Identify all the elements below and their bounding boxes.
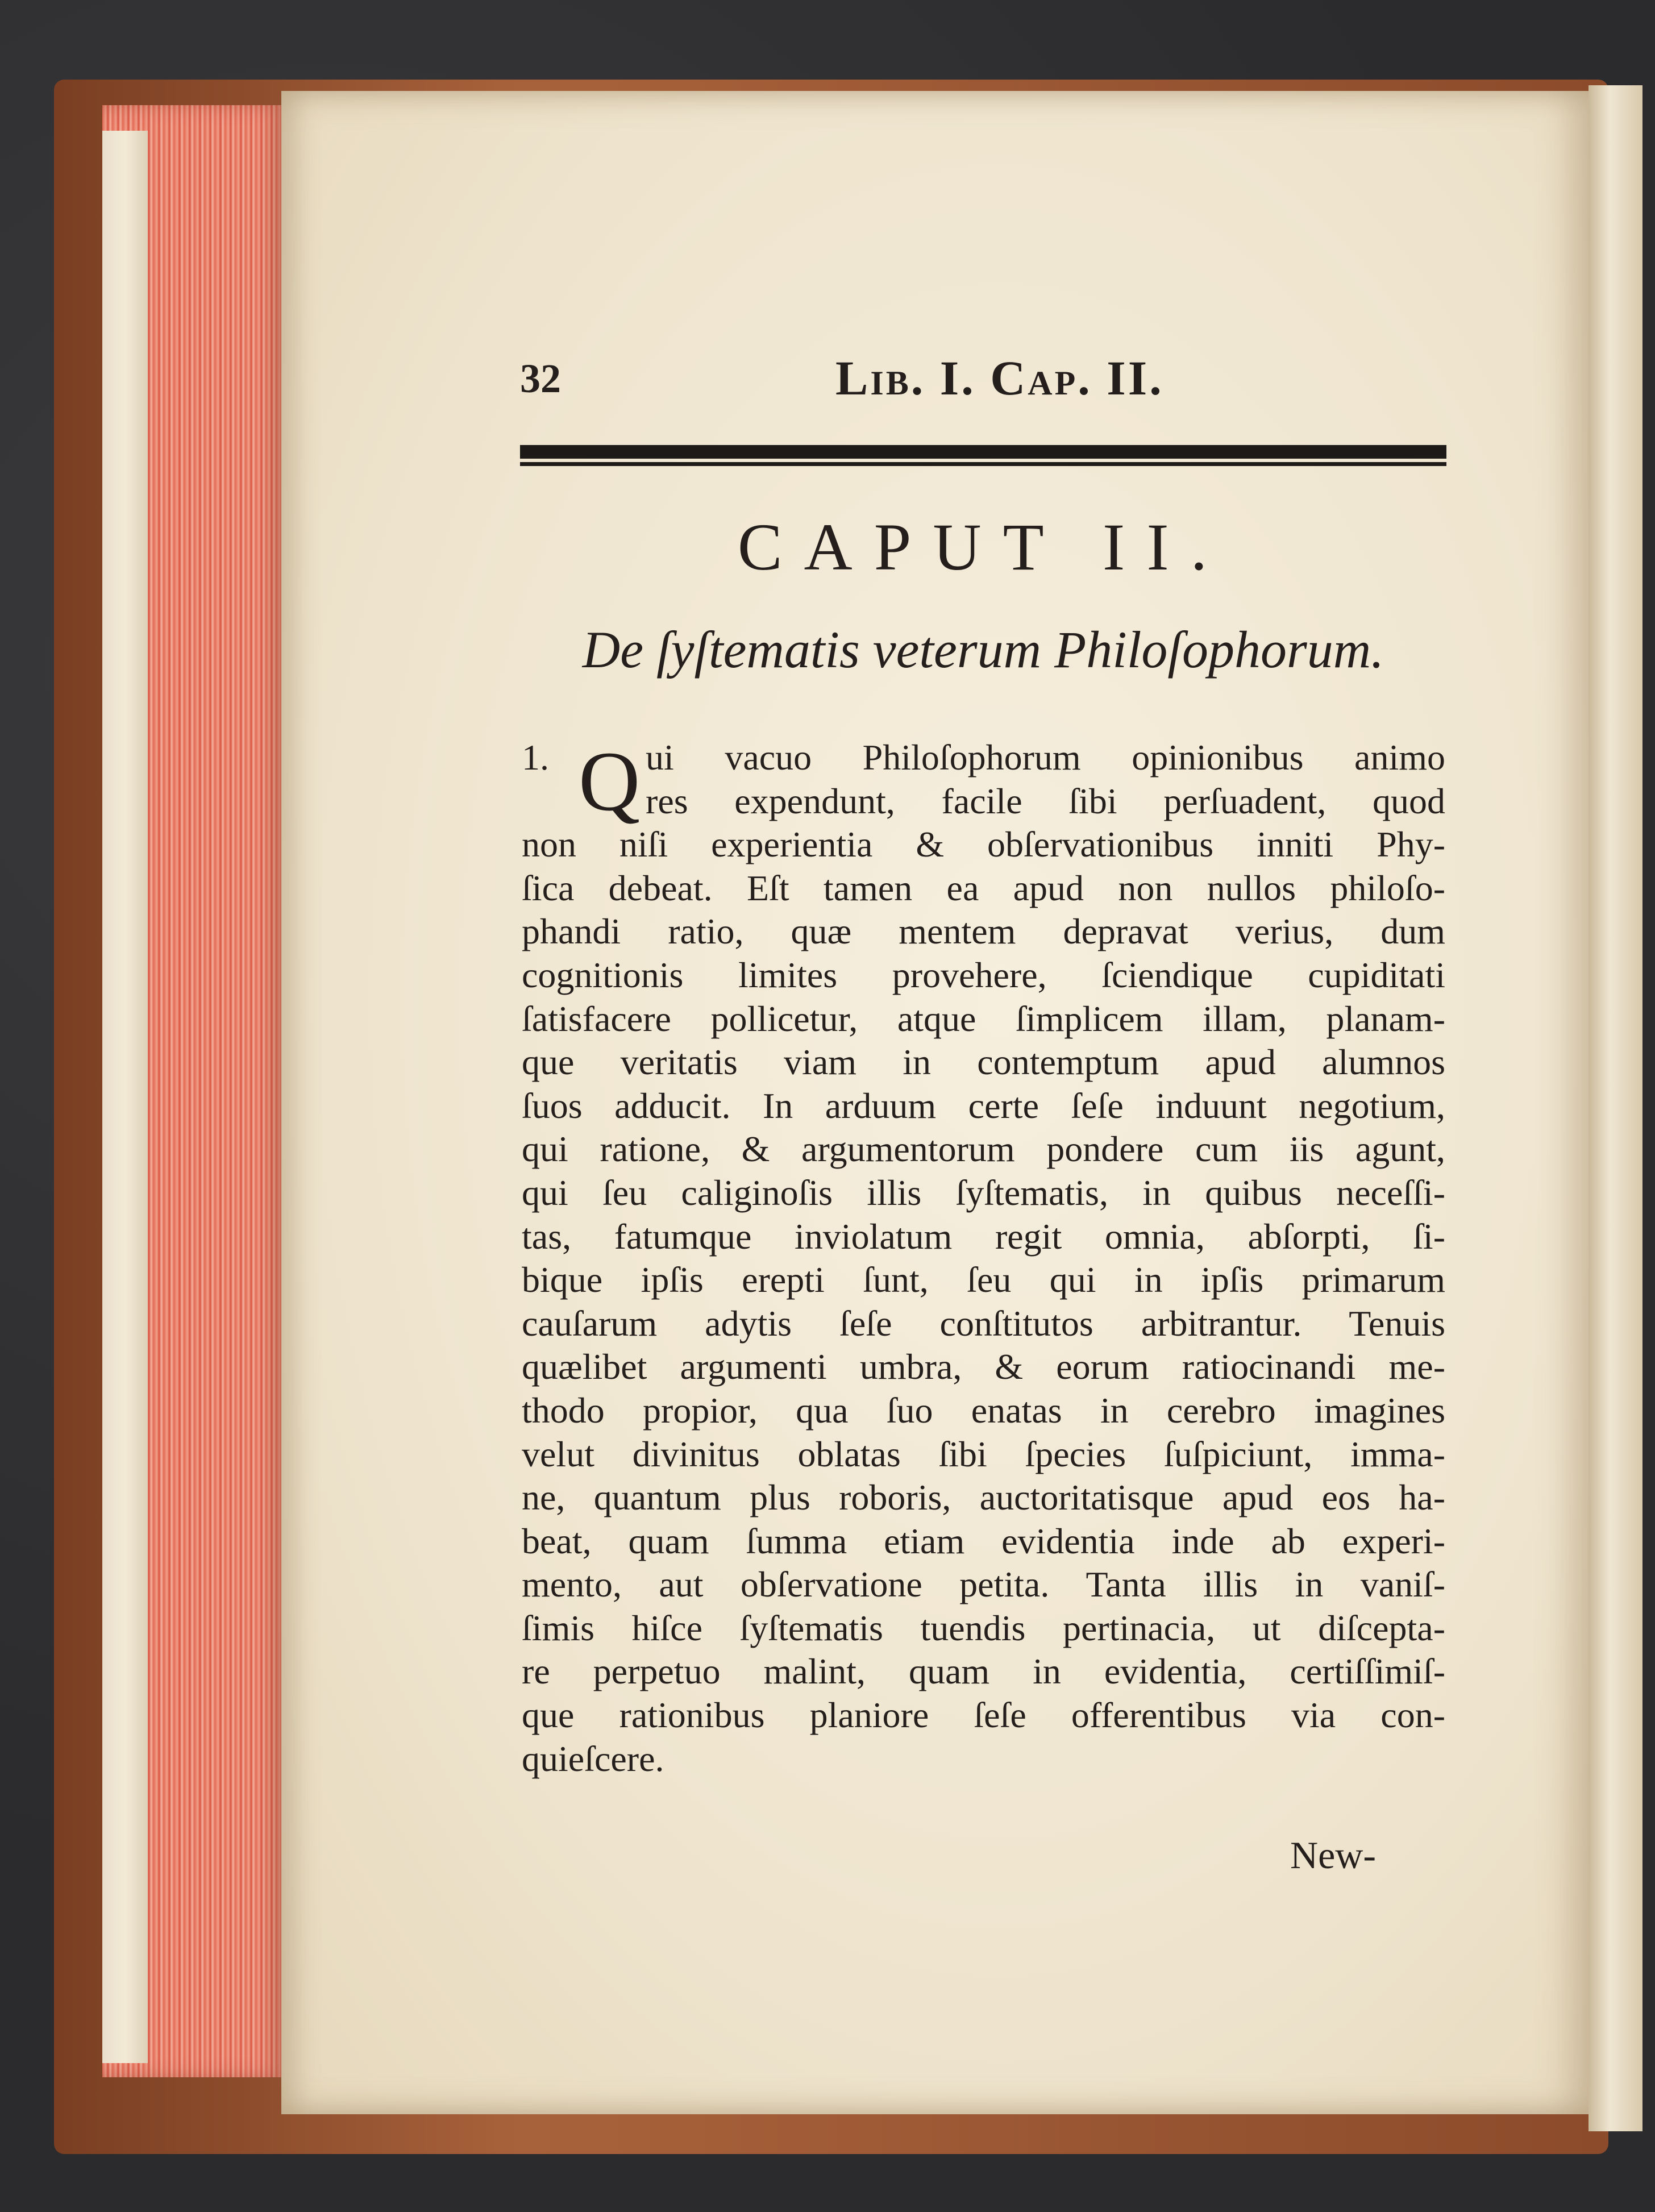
text-line: qui ratione, & argumentorum pondere cum iis agunt, [522,1129,1445,1170]
text-line: thodo propior, qua ſuo enatas in cerebro imagines [522,1390,1445,1431]
chapter-title: CAPUT II. [737,510,1229,584]
text-line: qui ſeu caliginoſis illis ſyſtematis, in quibus neceſſi- [522,1172,1445,1213]
section-number: 1. [522,737,549,777]
text-line: cauſarum adytis ſeſe conſtitutos arbitrantur. Tenuis [522,1303,1445,1344]
running-head: Lib. I. Cap. II. [835,351,1164,405]
text-line: bique ipſis erepti ſunt, ſeu qui in ipſis primarum [522,1259,1445,1300]
text-line: ſatisfacere pollicetur, atque ſimplicem illam, planam- [522,998,1445,1039]
text-line: mento, aut obſervatione petita. Tanta illis in vaniſ- [522,1564,1445,1605]
text-line: ne, quantum plus roboris, auctoritatisque apud eos ha- [522,1477,1445,1518]
rule-thin [520,462,1446,466]
text-line: ſica debeat. Eſt tamen ea apud non nullos philoſo- [522,867,1445,908]
header-rule [520,445,1446,468]
text-line: res expendunt, facile ſibi perſuadent, quod [646,780,1445,821]
catchword: New- [1290,1833,1377,1877]
text-line: beat, quam ſumma etiam evidentia inde ab experi- [522,1520,1445,1561]
text-line: ui vacuo Philoſophorum opinionibus animo [646,737,1445,777]
text-line: non niſi experientia & obſervationibus inniti Phy- [522,824,1445,865]
endpaper [102,131,148,2063]
rule-thick [520,445,1446,459]
text-line: ſuos adducit. In arduum certe ſeſe induunt negotium, [522,1085,1445,1126]
text-line: que veritatis viam in contemptum apud alumnos [522,1042,1445,1083]
text-line: cognitionis limites provehere, ſciendique cupiditati [522,954,1445,995]
page-number: 32 [520,356,561,401]
text-line: velut divinitus oblatas ſibi ſpecies ſuſpiciunt, imma- [522,1433,1445,1474]
chapter-subtitle: De ſyſtematis veterum Philoſophorum. [582,621,1384,679]
page-header [520,350,1452,412]
facing-page-edge [1589,85,1642,2131]
text-line: tas, fatumque inviolatum regit omnia, abſorpti, ſi- [522,1216,1445,1257]
text-line: que rationibus planiore ſeſe offerentibus via con- [522,1695,1445,1736]
text-line: quælibet argumenti umbra, & eorum ratiocinandi me- [522,1346,1445,1387]
text-line: phandi ratio, quæ mentem depravat verius, dum [522,911,1445,952]
text-lines [522,736,1445,1781]
text-line: ſimis hiſce ſyſtematis tuendis pertinacia, ut diſcepta- [522,1607,1445,1648]
text-line: re perpetuo malint, quam in evidentia, certiſſimiſ- [522,1651,1445,1692]
text-line: quieſcere. [522,1738,664,1779]
drop-cap: Q [579,734,641,829]
